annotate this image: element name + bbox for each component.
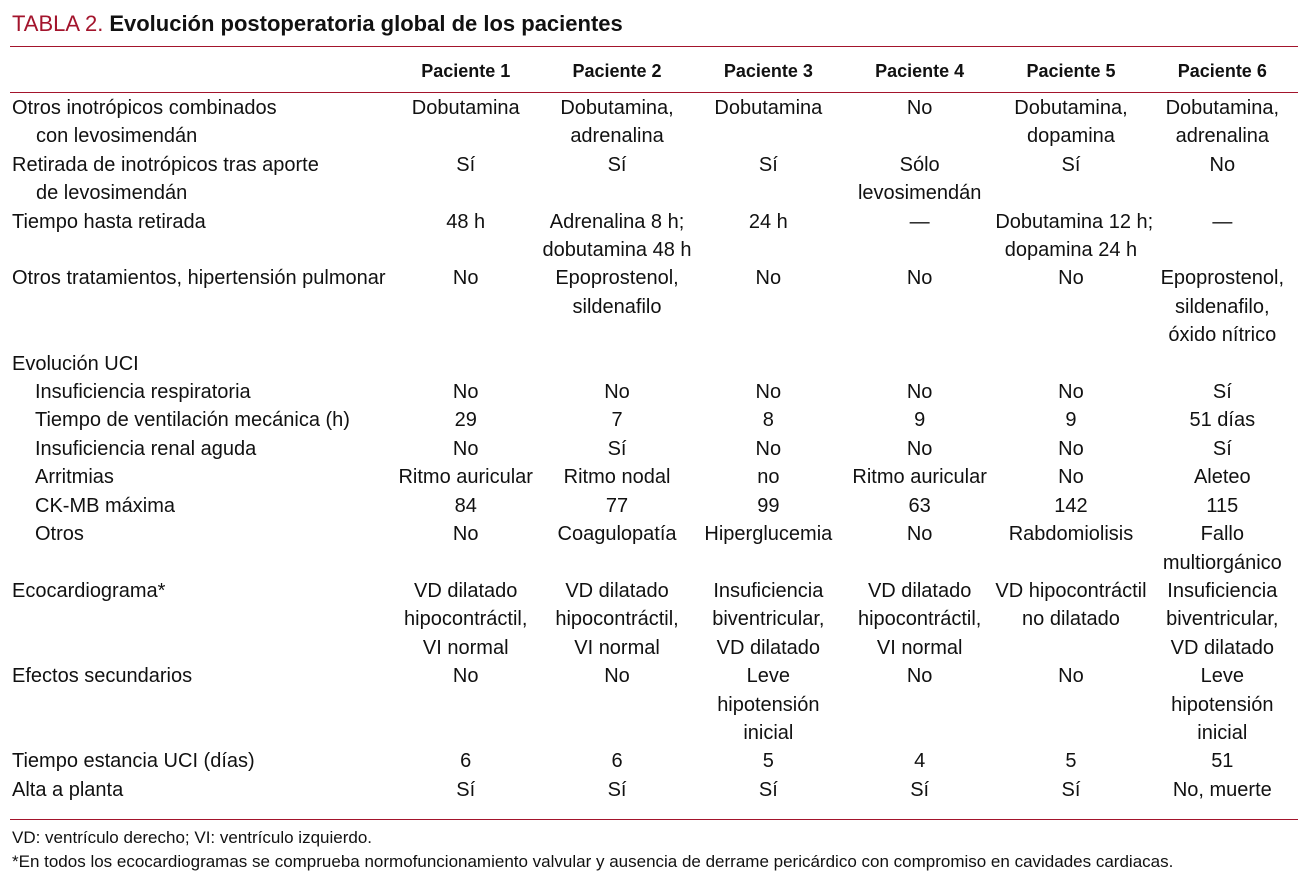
table-cell-paciente-1 [390,776,541,804]
row-label-line: Efectos secundarios [12,665,193,688]
cell-line: 24 h [748,210,788,233]
table-row [10,776,1298,804]
cell-line [390,350,541,378]
row-label-line: Tiempo de ventilación mecánica (h) [35,409,350,432]
cell-line: No [604,665,630,688]
row-label [10,662,390,747]
cell-line: 9 [1065,409,1077,432]
cell-line: 51 [1211,750,1234,773]
row-label-line: Tiempo estancia UCI (días) [12,750,255,773]
row-label [10,350,390,378]
cell-line: sildenafilo [572,295,662,318]
row-label-line: Tiempo hasta retirada [12,210,206,233]
cell-line: dobutamina 48 h [542,239,692,262]
row-label [10,378,390,406]
column-header-paciente-1: Paciente 1 [421,61,511,82]
table-cell-paciente-3 [693,492,844,520]
table-row [10,435,1298,463]
table-cell-paciente-3 [693,208,844,265]
cell-line: No [1209,153,1236,176]
table-cell-paciente-3 [693,92,844,151]
table-cell-paciente-5 [995,463,1146,491]
cell-line: 5 [762,750,774,773]
cell-line: adrenalina [1175,125,1270,148]
cell-line: Fallo [1200,523,1244,546]
cell-line: No [452,523,479,546]
table-cell-paciente-4 [844,776,995,804]
row-label [10,520,390,577]
cell-line: 5 [1065,750,1077,773]
cell-line: No [452,381,479,404]
table-cell-paciente-2 [541,264,692,349]
cell-line: Dobutamina 12 h; [995,210,1154,233]
cell-line: No [755,381,782,404]
table-cell-paciente-6 [1147,662,1298,747]
cell-line: Sólo [899,153,940,176]
table-cell-paciente-4 [844,577,995,662]
cell-line: Sí [456,153,476,176]
table-cell-paciente-2 [541,406,692,434]
table-cell-paciente-1 [390,463,541,491]
table-cell-paciente-5 [995,350,1146,378]
table-cell-paciente-3 [693,406,844,434]
cell-line: Leve [746,665,791,688]
cell-line: 29 [454,409,477,432]
cell-line: biventricular, [1166,608,1279,631]
cell-line: No [452,267,479,290]
cell-line: No [604,381,630,404]
table-row [10,747,1298,775]
table-cell-paciente-1 [390,378,541,406]
table-caption: Evolución postoperatoria global de los pacientes [109,11,623,36]
cell-line: Coagulopatía [557,523,677,546]
table-cell-paciente-3 [693,520,844,577]
cell-line: Sí [1212,381,1232,404]
table-row [10,463,1298,491]
cell-line: 7 [611,409,623,432]
row-label-line: de levosimendán [36,182,188,205]
table-cell-paciente-6 [1147,208,1298,265]
cell-line: Sí [910,778,930,801]
row-label-line: Arritmias [35,466,114,489]
cell-line: levosimendán [857,182,982,205]
table-row [10,151,1298,208]
cell-line: VD dilatado [414,579,518,602]
cell-line [1147,350,1298,378]
table-cell-paciente-6 [1147,350,1298,378]
cell-line: Sí [758,153,778,176]
table-row [10,492,1298,520]
cell-line: No [1058,381,1084,404]
cell-line: sildenafilo, [1175,295,1270,318]
cell-line: VD dilatado [565,579,669,602]
table-cell-paciente-1 [390,577,541,662]
table-cell-paciente-5 [995,662,1146,747]
table-cell-paciente-6 [1147,264,1298,349]
cell-line: Insuficiencia [1167,579,1278,602]
row-label [10,492,390,520]
row-label-line: CK-MB máxima [35,494,176,517]
row-label [10,406,390,434]
table-cell-paciente-3 [693,350,844,378]
table-cell-paciente-4 [844,463,995,491]
table-row [10,662,1298,747]
table-cell-paciente-2 [541,747,692,775]
cell-line: VD dilatado [716,636,821,659]
cell-line: VD dilatado [1170,636,1275,659]
cell-line: Sí [456,778,476,801]
table-row [10,577,1298,662]
row-label-line: Otros inotrópicos combinados [12,97,277,119]
cell-line: No [1058,665,1084,688]
cell-line: 77 [605,494,629,517]
cell-line: No [906,523,933,546]
table-row [10,520,1298,577]
cell-line: Sí [1061,778,1081,801]
table-number: TABLA 2. [12,11,104,36]
row-label-line: Ecocardiograma* [12,579,166,602]
table-row [10,378,1298,406]
cell-line: VI normal [422,636,509,659]
table-cell-paciente-1 [390,492,541,520]
cell-line: multiorgánico [1162,551,1282,574]
table-cell-paciente-1 [390,350,541,378]
table-cell-paciente-5 [995,492,1146,520]
table-row [10,92,1298,151]
table-cell-paciente-5 [995,776,1146,804]
cell-line: biventricular, [712,608,825,631]
table-cell-paciente-3 [693,577,844,662]
cell-line: no [757,466,780,489]
cell-line: No [906,381,933,404]
table-cell-paciente-4 [844,747,995,775]
table-cell-paciente-3 [693,463,844,491]
table-cell-paciente-5 [995,92,1146,151]
row-label-line: con levosimendán [36,125,198,148]
table-cell-paciente-5 [995,435,1146,463]
footnote-abbreviations: VD: ventrículo derecho; VI: ventrículo izquierdo. [12,828,373,847]
row-label [10,151,390,208]
table-row [10,406,1298,434]
table-cell-paciente-5 [995,747,1146,775]
table-row [10,208,1298,265]
table-cell-paciente-1 [390,151,541,208]
cell-line: hipotensión [1171,693,1274,716]
table-cell-paciente-6 [1147,463,1298,491]
cell-line: Sí [607,778,627,801]
table-cell-paciente-6 [1147,776,1298,804]
cell-line: dopamina 24 h [1004,239,1138,262]
row-label-line: Evolución UCI [12,352,139,375]
row-label [10,463,390,491]
cell-line: hipotensión [717,693,820,716]
table-cell-paciente-6 [1147,92,1298,151]
cell-line: 115 [1206,494,1239,517]
table-title [12,10,623,38]
cell-line: Dobutamina, [560,97,674,119]
row-label [10,776,390,804]
row-label-line: Insuficiencia respiratoria [35,381,251,404]
row-label-line: Retirada de inotrópicos tras aporte [12,153,319,176]
table-cell-paciente-4 [844,151,995,208]
cell-line: No [755,267,782,290]
table-cell-paciente-1 [390,662,541,747]
column-header-paciente-3: Paciente 3 [723,61,813,82]
table-cell-paciente-2 [541,577,692,662]
cell-line: No [755,437,782,460]
cell-line: No [906,267,933,290]
cell-line: óxido nítrico [1168,324,1277,347]
cell-line: No [1058,437,1084,460]
cell-line: Adrenalina 8 h; [549,210,685,233]
cell-line: 63 [908,494,931,517]
cell-line: Sí [607,437,627,460]
cell-line: VD hipocontráctil [995,579,1147,602]
table-cell-paciente-2 [541,520,692,577]
cell-line: hipocontráctil, [555,608,679,631]
cell-line [995,350,1146,378]
cell-line: No [452,665,479,688]
table-cell-paciente-4 [844,208,995,265]
cell-line: adrenalina [570,125,664,148]
top-rule [10,46,1298,47]
table-cell-paciente-6 [1147,577,1298,662]
table-cell-paciente-4 [844,406,995,434]
cell-line [844,350,995,378]
table-cell-paciente-6 [1147,747,1298,775]
table-cell-paciente-2 [541,463,692,491]
cell-line: Epoprostenol, [1160,267,1285,290]
table-cell-paciente-4 [844,92,995,151]
cell-line: No [1058,267,1084,290]
row-label-line: Insuficiencia renal aguda [35,437,257,460]
table-cell-paciente-5 [995,264,1146,349]
table-cell-paciente-6 [1147,406,1298,434]
table-cell-paciente-2 [541,662,692,747]
table-cell-paciente-5 [995,577,1146,662]
cell-line: Ritmo auricular [398,466,533,489]
table-cell-paciente-2 [541,92,692,151]
table-cell-paciente-5 [995,520,1146,577]
cell-line: — [909,210,930,233]
table-cell-paciente-2 [541,492,692,520]
cell-line: Sí [1212,437,1232,460]
row-label [10,264,390,349]
cell-line: 99 [757,494,780,517]
cell-line: 4 [914,750,926,773]
table-cell-paciente-3 [693,264,844,349]
row-label [10,577,390,662]
cell-line: Dobutamina [714,97,823,119]
table-cell-paciente-4 [844,520,995,577]
cell-line: VI normal [876,636,963,659]
cell-line: VI normal [574,636,660,659]
row-label [10,92,390,151]
patient-evolution-table [10,51,1298,804]
table-cell-paciente-6 [1147,435,1298,463]
table-cell-paciente-2 [541,776,692,804]
table-cell-paciente-3 [693,151,844,208]
table-cell-paciente-1 [390,520,541,577]
column-header-paciente-6: Paciente 6 [1177,61,1267,82]
table-row [10,350,1298,378]
table-cell-paciente-6 [1147,151,1298,208]
header-row [10,51,1298,92]
cell-line [541,350,692,378]
cell-line: No, muerte [1172,778,1272,801]
row-label-line: Otros [35,523,84,546]
cell-line: Dobutamina, [1165,97,1280,119]
cell-line: no dilatado [1022,608,1120,631]
row-label [10,747,390,775]
table-cell-paciente-1 [390,747,541,775]
table-cell-paciente-1 [390,264,541,349]
cell-line: No [906,437,933,460]
table-row [10,264,1298,349]
table-cell-paciente-3 [693,435,844,463]
cell-line: hipocontráctil, [857,608,982,631]
cell-line: inicial [743,721,794,744]
table-cell-paciente-4 [844,350,995,378]
table-cell-paciente-4 [844,662,995,747]
table-cell-paciente-6 [1147,520,1298,577]
table-cell-paciente-4 [844,378,995,406]
table-cell-paciente-2 [541,435,692,463]
cell-line: Ritmo nodal [563,466,671,489]
column-header-paciente-4: Paciente 4 [875,61,965,82]
cell-line: Sí [758,778,778,801]
cell-line: Sí [1061,153,1081,176]
column-header-paciente-5: Paciente 5 [1026,61,1116,82]
cell-line: Hiperglucemia [704,523,833,546]
cell-line: No [452,437,479,460]
cell-line: 48 h [446,210,486,233]
table-cell-paciente-3 [693,747,844,775]
column-header [10,51,390,92]
cell-line: Insuficiencia [713,579,824,602]
table-cell-paciente-2 [541,378,692,406]
table-cell-paciente-5 [995,406,1146,434]
cell-line: 84 [454,494,477,517]
cell-line: Dobutamina [411,97,520,119]
cell-line: Leve [1200,665,1244,688]
row-label [10,435,390,463]
cell-line: Rabdomiolisis [1008,523,1134,546]
table-cell-paciente-3 [693,776,844,804]
row-label [10,208,390,265]
bottom-rule [10,819,1298,820]
footnote-echocardiogram: *En todos los ecocardiogramas se comprueba normofuncionamiento valvular y ausencia de derrame pericárdico con compromiso en cavidades cardiacas. [12,852,1174,871]
table-body [10,92,1298,804]
table-cell-paciente-2 [541,151,692,208]
cell-line: Ritmo auricular [852,466,987,489]
row-label-line: Otros tratamientos, hipertensión pulmonar [12,267,386,290]
table-cell-paciente-2 [541,208,692,265]
cell-line: 6 [611,750,623,773]
cell-line: — [1212,210,1233,233]
table-cell-paciente-1 [390,435,541,463]
table-cell-paciente-6 [1147,378,1298,406]
row-label-line: Alta a planta [12,778,124,801]
cell-line: Aleteo [1193,466,1251,489]
cell-line [693,350,844,378]
table-cell-paciente-5 [995,208,1154,265]
cell-line: No [1058,466,1084,489]
table-cell-paciente-5 [995,151,1146,208]
table-cell-paciente-3 [693,378,844,406]
cell-line: 51 días [1189,409,1256,432]
table-cell-paciente-3 [693,662,844,747]
column-header-paciente-2: Paciente 2 [572,61,662,82]
cell-line: inicial [1197,721,1248,744]
table-cell-paciente-5 [995,378,1146,406]
table-cell-paciente-1 [390,92,541,151]
table-cell-paciente-6 [1147,492,1298,520]
table-cell-paciente-2 [541,350,692,378]
cell-line: hipocontráctil, [404,608,528,631]
table-cell-paciente-4 [844,264,995,349]
table-cell-paciente-1 [390,406,541,434]
cell-line: 6 [460,750,472,773]
cell-line: dopamina [1027,125,1115,148]
cell-line: VD dilatado [867,579,972,602]
cell-line: 9 [914,409,926,432]
cell-line: 142 [1054,494,1088,517]
cell-line: 8 [762,409,774,432]
table-cell-paciente-4 [844,435,995,463]
cell-line: No [906,665,933,688]
cell-line: No [906,97,933,119]
cell-line: Epoprostenol, [555,267,679,290]
cell-line: Sí [607,153,627,176]
table-cell-paciente-4 [844,492,995,520]
table-cell-paciente-1 [390,208,541,265]
cell-line: Dobutamina, [1014,97,1128,119]
